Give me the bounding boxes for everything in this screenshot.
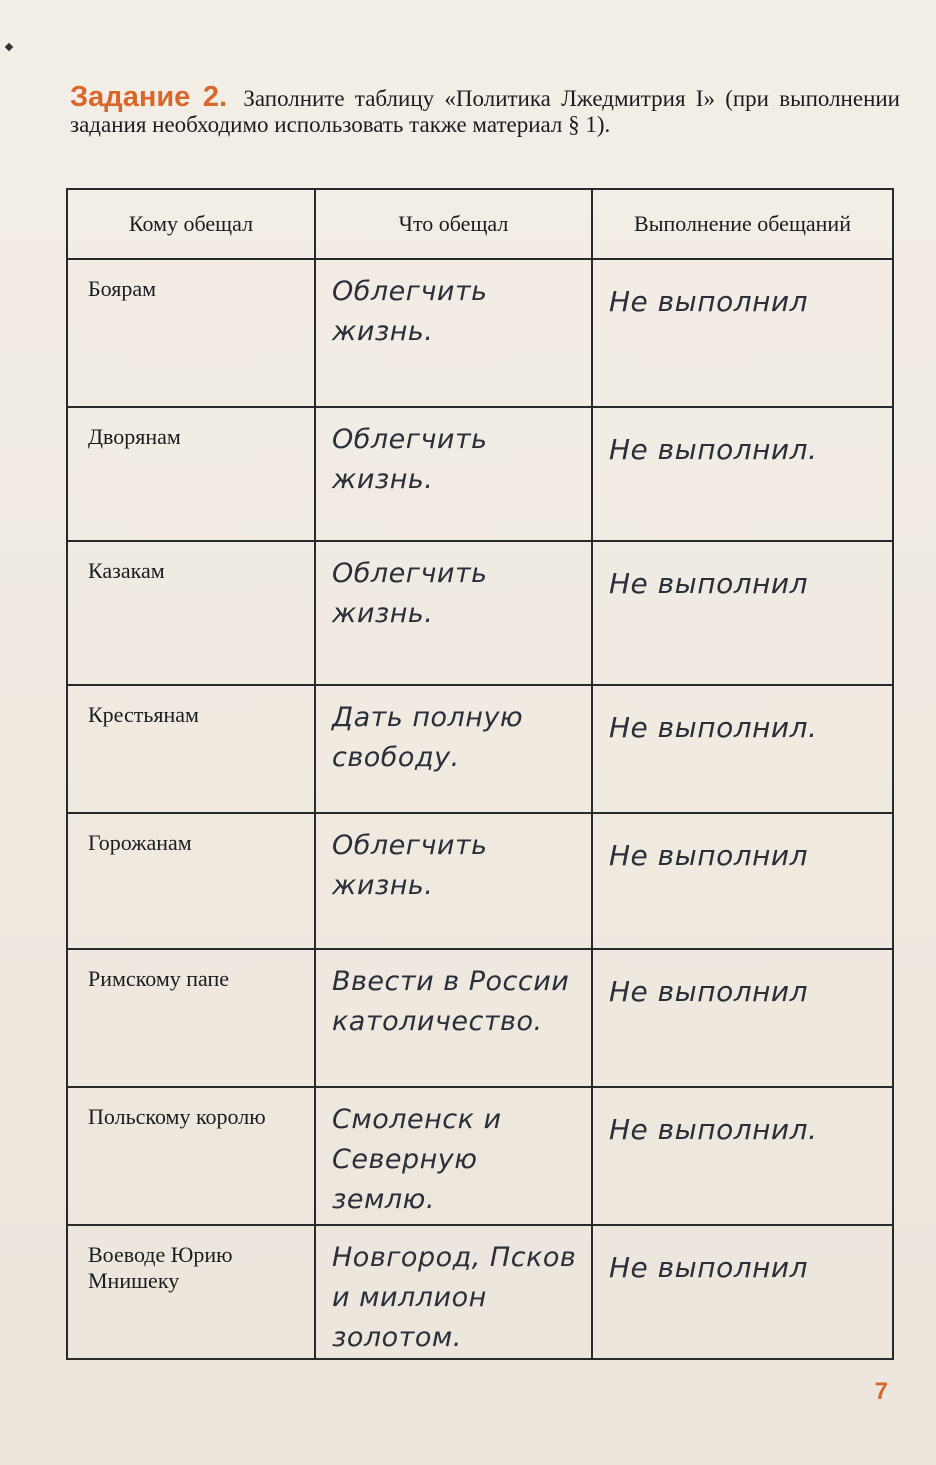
row-who: Дворянам <box>88 424 181 449</box>
header-who: Кому обещал <box>67 189 315 259</box>
header-done: Выполнение обещаний <box>592 189 893 259</box>
table-row <box>67 259 893 407</box>
row-done: Не выполнил. <box>609 433 818 466</box>
corner-mark <box>5 43 13 51</box>
table-row <box>67 949 893 1087</box>
row-done: Не выполнил <box>609 567 809 600</box>
row-who: Горожанам <box>88 830 192 855</box>
table-row <box>67 541 893 685</box>
row-done: Не выполнил <box>609 839 809 872</box>
row-done: Не выполнил <box>609 975 809 1008</box>
row-done: Не выполнил <box>609 1251 809 1284</box>
row-who: Польскому королю <box>88 1104 266 1129</box>
header-what: Что обещал <box>315 189 592 259</box>
task-heading <box>70 81 900 138</box>
row-who: Боярам <box>88 276 157 301</box>
row-what: Облегчить жизнь. <box>332 830 488 901</box>
row-what: Смоленск и Северную землю. <box>332 1104 502 1215</box>
row-who: Римскому папе <box>88 966 230 991</box>
row-what: Облегчить жизнь. <box>332 276 488 347</box>
row-what: Облегчить жизнь. <box>332 424 488 495</box>
task-label: Задание 2. <box>70 81 228 113</box>
row-who: Казакам <box>88 558 165 583</box>
row-what: Облегчить жизнь. <box>332 558 488 629</box>
table-header-row <box>67 189 893 259</box>
row-what: Дать полную свободу. <box>332 702 524 773</box>
policy-table <box>66 188 894 1360</box>
table-row <box>67 1225 893 1359</box>
row-done: Не выполнил <box>609 285 809 318</box>
table-row <box>67 407 893 541</box>
table-row <box>67 1087 893 1225</box>
table-row <box>67 813 893 949</box>
task-text: Заполните таблицу «Политика Лжедмитрия I» (при выполнении задания необходимо использовать также материал § 1). <box>70 86 900 137</box>
row-done: Не выполнил. <box>609 1113 818 1146</box>
table-row <box>67 685 893 813</box>
row-done: Не выполнил. <box>609 711 818 744</box>
page-number: 7 <box>874 1378 888 1405</box>
row-what: Новгород, Псков и миллион золотом. <box>332 1242 577 1353</box>
row-what: Ввести в России католичество. <box>332 966 570 1037</box>
row-who: Крестьянам <box>88 702 199 727</box>
row-who: Воеводе Юрию Мнишеку <box>88 1242 233 1293</box>
